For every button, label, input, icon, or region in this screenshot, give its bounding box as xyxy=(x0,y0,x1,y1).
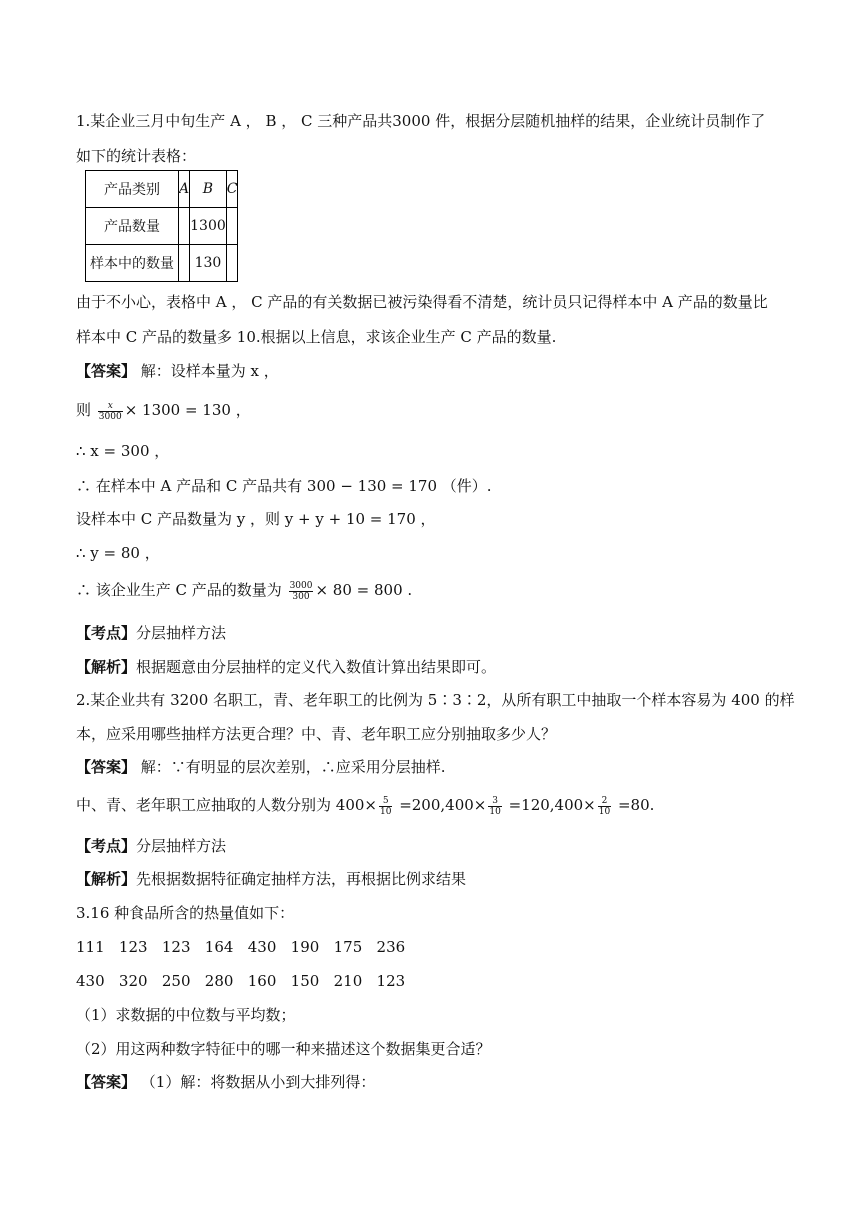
fraction-denominator: 300 xyxy=(292,591,310,602)
q1-intro-line2: 如下的统计表格： xyxy=(76,147,197,165)
answer-text: 解：设样本量为 x ， xyxy=(136,362,279,380)
formula-prefix: 则 xyxy=(76,401,96,419)
q1-answer-line6: ∴ y = 80 ， xyxy=(76,544,160,562)
kaodian-tag: 【考点】 xyxy=(76,624,137,642)
fraction-numerator: 3 xyxy=(488,796,501,807)
q1-intro-line1: 1.某企业三月中旬生产 A ， B ， C 三种产品共3000 件，根据分层随机抽样的结果，企业统计员制作了 xyxy=(76,112,766,130)
q3-sub1: （1）求数据的中位数与平均数； xyxy=(76,1006,296,1024)
fraction xyxy=(379,796,392,817)
q1-kaodian xyxy=(76,623,226,643)
table-cell-empty xyxy=(179,208,190,245)
table-cell-empty xyxy=(179,245,190,282)
calc-mid: =200,400× xyxy=(394,796,487,814)
fraction-numerator: 3000 xyxy=(289,580,313,591)
fraction xyxy=(598,796,611,817)
table-header-cell: B xyxy=(190,171,227,208)
formula-prefix: ∴ 该企业生产 C 产品的数量为 xyxy=(76,581,287,599)
q2-jiexi xyxy=(76,869,466,889)
table-header-row xyxy=(86,171,238,208)
fraction xyxy=(289,581,314,602)
q1-answer-line1 xyxy=(76,361,279,381)
table-cell-empty xyxy=(226,208,238,245)
jiexi-text: 根据题意由分层抽样的定义代入数值计算出结果即可。 xyxy=(136,658,497,676)
fraction-numerator: 2 xyxy=(598,796,611,807)
formula-suffix: × 80 = 800 . xyxy=(315,581,413,599)
q1-answer-line3: ∴ x = 300 ， xyxy=(76,442,170,460)
table-header-cell: 产品类别 xyxy=(86,171,179,208)
q1-answer-line5: 设样本中 C 产品数量为 y ，则 y + y + 10 = 170 ， xyxy=(76,510,436,528)
fraction-denominator: 10 xyxy=(379,806,392,817)
table-row xyxy=(86,208,238,245)
answer-tag: 【答案】 xyxy=(76,362,137,380)
q3-sub2: （2）用这两种数字特征中的哪一种来描述这个数据集更合适？ xyxy=(76,1040,491,1058)
q1-answer-line7 xyxy=(76,580,412,602)
q1-answer-line4: ∴ 在样本中 A 产品和 C 产品共有 300 − 130 = 170 （件）. xyxy=(76,477,492,495)
q1-jiexi xyxy=(76,657,496,677)
q3-data-row1: 111 123 123 164 430 190 175 236 xyxy=(76,938,406,956)
calc-mid: =120,400× xyxy=(503,796,596,814)
q3-data-row2: 430 320 250 280 160 150 210 123 xyxy=(76,972,406,990)
fraction-numerator: 5 xyxy=(379,796,392,807)
q1-answer-line2 xyxy=(76,400,251,422)
q1-after-line1: 由于不小心，表格中 A ， C 产品的有关数据已被污染得看不清楚，统计员只记得样本中 A 产品的数量比 xyxy=(76,293,768,311)
table-cell: 产品数量 xyxy=(86,208,179,245)
q3-line1: 3.16 种食品所含的热量值如下： xyxy=(76,904,295,922)
kaodian-text: 分层抽样方法 xyxy=(136,624,227,642)
kaodian-tag: 【考点】 xyxy=(76,837,137,855)
jiexi-text: 先根据数据特征确定抽样方法，再根据比例求结果 xyxy=(136,870,467,888)
fraction-denominator: 10 xyxy=(598,806,611,817)
fraction-denominator: 3000 xyxy=(98,411,122,422)
kaodian-text: 分层抽样方法 xyxy=(136,837,227,855)
fraction-denominator: 10 xyxy=(489,806,501,817)
table-cell: 样本中的数量 xyxy=(86,245,179,282)
table-header-cell: C xyxy=(226,171,238,208)
fraction-numerator: x xyxy=(98,401,123,412)
calc-prefix: 中、青、老年职工应抽取的人数分别为 400× xyxy=(76,796,377,814)
formula-suffix: × 1300 = 130 ， xyxy=(124,401,251,419)
table-cell-empty xyxy=(226,245,238,282)
q1-after-line2: 样本中 C 产品的数量多 10.根据以上信息，求该企业生产 C 产品的数量. xyxy=(76,328,557,346)
fraction xyxy=(488,796,501,817)
table-cell: 130 xyxy=(190,245,227,282)
q2-line1: 2.某企业共有 3200 名职工，青、老年职工的比例为 5∶3∶2，从所有职工中抽取一个样本容易为 400 的样 xyxy=(76,691,795,709)
calc-suffix: =80. xyxy=(613,796,655,814)
table-cell: 1300 xyxy=(190,208,227,245)
q2-line2: 本，应采用哪些抽样方法更合理？中、青、老年职工应分别抽取多少人？ xyxy=(76,725,557,743)
answer-tag: 【答案】 xyxy=(76,1073,137,1091)
q2-kaodian xyxy=(76,836,226,856)
answer-text: （1）解：将数据从小到大排列得： xyxy=(136,1073,376,1091)
table-header-cell: A xyxy=(179,171,190,208)
q2-answer-line1 xyxy=(76,757,446,777)
answer-tag: 【答案】 xyxy=(76,758,137,776)
jiexi-tag: 【解析】 xyxy=(76,870,137,888)
q2-calc-line xyxy=(76,795,654,817)
answer-text: 解：∵有明显的层次差别，∴应采用分层抽样. xyxy=(136,758,446,776)
fraction xyxy=(98,401,123,422)
q3-answer-line1 xyxy=(76,1072,375,1092)
table-row xyxy=(86,245,238,282)
statistics-table xyxy=(85,170,238,282)
jiexi-tag: 【解析】 xyxy=(76,658,137,676)
